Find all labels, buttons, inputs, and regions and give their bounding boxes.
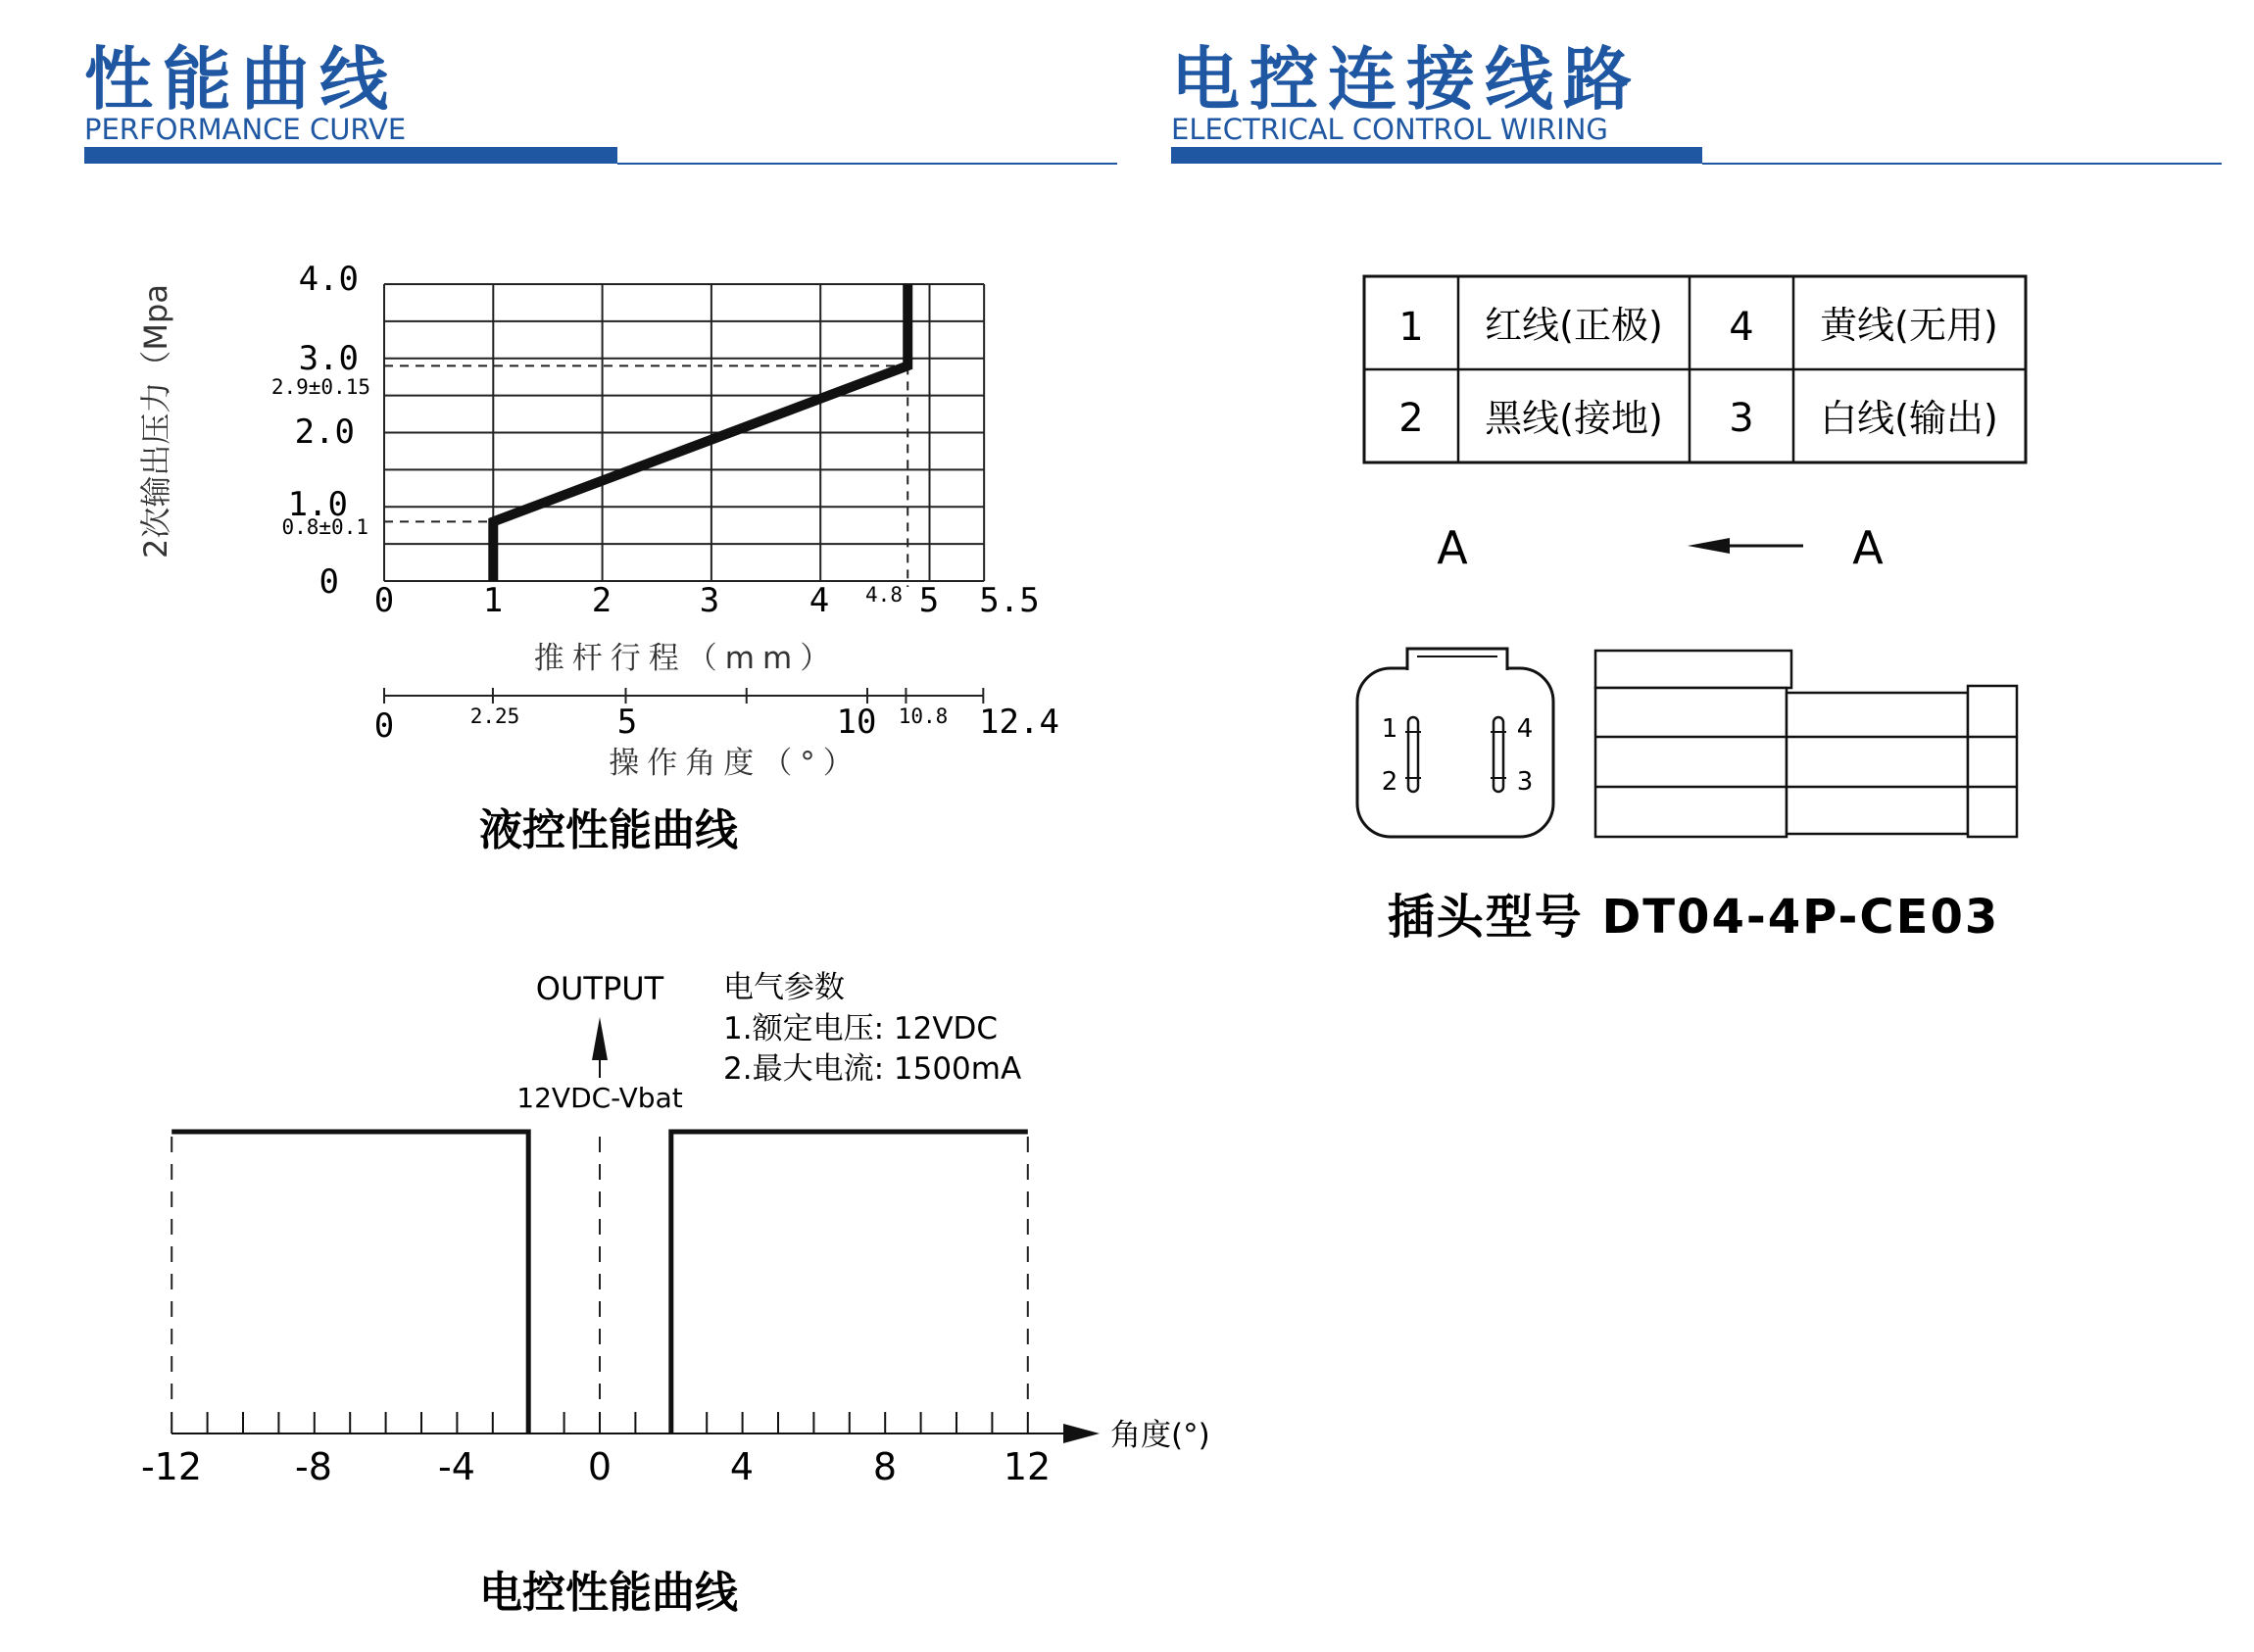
hydraulic-chart-caption: 液控性能曲线 xyxy=(479,805,738,855)
connector-front-view xyxy=(1357,649,1553,837)
electric-output-left-segment xyxy=(172,1132,528,1433)
pin-number: 3 xyxy=(1516,767,1534,797)
angle-tick-10: 10 xyxy=(836,703,877,742)
params-title: 电气参数 xyxy=(723,970,845,1005)
y-tick-3: 3.0 xyxy=(298,339,359,378)
x-tick-3: 3 xyxy=(699,581,720,620)
connector-side-latch xyxy=(1595,651,1791,688)
electric-output-right-segment xyxy=(671,1132,1028,1433)
wiring-subtitle: ELECTRICAL CONTROL WIRING xyxy=(1171,113,1608,146)
angle-tick-0: 0 xyxy=(587,1445,612,1488)
pin-number: 1 xyxy=(1381,714,1398,744)
wire-number: 3 xyxy=(1729,396,1754,441)
param-max-current: 2.最大电流: 1500mA xyxy=(723,1051,1022,1087)
wiring-title: 电控连接线路 xyxy=(1171,39,1642,120)
wire-number: 2 xyxy=(1398,396,1424,441)
connector-side-end xyxy=(1968,686,2017,837)
hydraulic-x-tick-labels xyxy=(374,581,1040,620)
connector-latch xyxy=(1407,649,1507,670)
y-tick-1: 1.0 xyxy=(287,485,348,524)
electric-x-axis-arrow xyxy=(1063,1424,1100,1443)
plug-model-label: 插头型号 DT04-4P-CE03 xyxy=(1387,890,2000,945)
angle-tick-neg12: -12 xyxy=(140,1445,203,1488)
angle-tick-10-8: 10.8 xyxy=(898,705,949,728)
wire-number: 4 xyxy=(1729,305,1754,350)
x-tick-2: 2 xyxy=(591,581,612,620)
performance-title: 性能曲线 xyxy=(84,39,398,120)
x-tick-4: 4 xyxy=(808,581,830,620)
hydraulic-x-axis-label: 推杆行程（mm） xyxy=(533,641,839,676)
wiring-table xyxy=(1364,276,2026,462)
angle-tick-8: 8 xyxy=(872,1445,898,1488)
performance-subtitle: PERFORMANCE CURVE xyxy=(84,113,407,146)
connector-side-view xyxy=(1595,651,2017,837)
vbat-label: 12VDC-Vbat xyxy=(516,1082,683,1114)
param-rated-voltage: 1.额定电压: 12VDC xyxy=(723,1011,999,1046)
wire-label: 白线(输出) xyxy=(1820,397,1998,440)
y-mark-low: 0.8±0.1 xyxy=(281,515,368,539)
x-tick-0: 0 xyxy=(373,581,395,620)
angle-tick-0: 0 xyxy=(373,706,395,746)
angle-tick-neg4: -4 xyxy=(438,1445,475,1488)
x-tick-5-5: 5.5 xyxy=(979,581,1040,620)
electric-x-axis-label: 角度(°) xyxy=(1110,1418,1210,1453)
x-tick-1: 1 xyxy=(482,581,504,620)
pin-number: 4 xyxy=(1516,714,1534,744)
connector-face-outline xyxy=(1357,668,1553,837)
y-tick-4: 4.0 xyxy=(298,260,359,299)
angle-tick-labels xyxy=(374,703,1059,746)
y-mark-high: 2.9±0.15 xyxy=(270,375,370,399)
view-label-left: A xyxy=(1437,521,1468,574)
electric-x-tick-labels xyxy=(141,1445,1051,1488)
angle-tick-5: 5 xyxy=(616,703,638,742)
x-tick-5: 5 xyxy=(918,581,940,620)
view-label-right: A xyxy=(1852,521,1884,574)
wire-label: 红线(正极) xyxy=(1485,304,1663,347)
pin-number: 2 xyxy=(1381,767,1398,797)
output-label: OUTPUT xyxy=(535,970,664,1007)
output-axis-arrow xyxy=(592,1017,608,1060)
hydraulic-y-tick-labels xyxy=(271,260,370,602)
angle-tick-4: 4 xyxy=(729,1445,755,1488)
electric-x-axis-ticks xyxy=(172,1412,1028,1433)
hydraulic-chart-grid xyxy=(384,284,984,581)
connector-side-neck xyxy=(1787,693,1968,834)
angle-axis-label: 操作角度（°） xyxy=(609,746,861,781)
y-tick-0: 0 xyxy=(318,562,339,602)
hydraulic-y-axis-label: 2次输出压力（Mpa xyxy=(137,284,174,559)
angle-tick-2-25: 2.25 xyxy=(469,705,520,728)
x-mark-4-8: 4.8 xyxy=(865,583,903,607)
y-tick-2: 2.0 xyxy=(294,413,355,452)
electric-chart-dashed-guides xyxy=(172,1137,1028,1411)
view-arrow-icon xyxy=(1688,538,1730,554)
wire-label: 黄线(无用) xyxy=(1820,304,1998,347)
wire-label: 黑线(接地) xyxy=(1485,397,1663,440)
wire-number: 1 xyxy=(1398,305,1424,350)
connector-side-body xyxy=(1595,688,1787,837)
angle-tick-12-4: 12.4 xyxy=(979,703,1059,742)
electric-chart-caption: 电控性能曲线 xyxy=(479,1568,738,1618)
angle-tick-neg8: -8 xyxy=(295,1445,332,1488)
angle-tick-12: 12 xyxy=(1003,1445,1052,1488)
